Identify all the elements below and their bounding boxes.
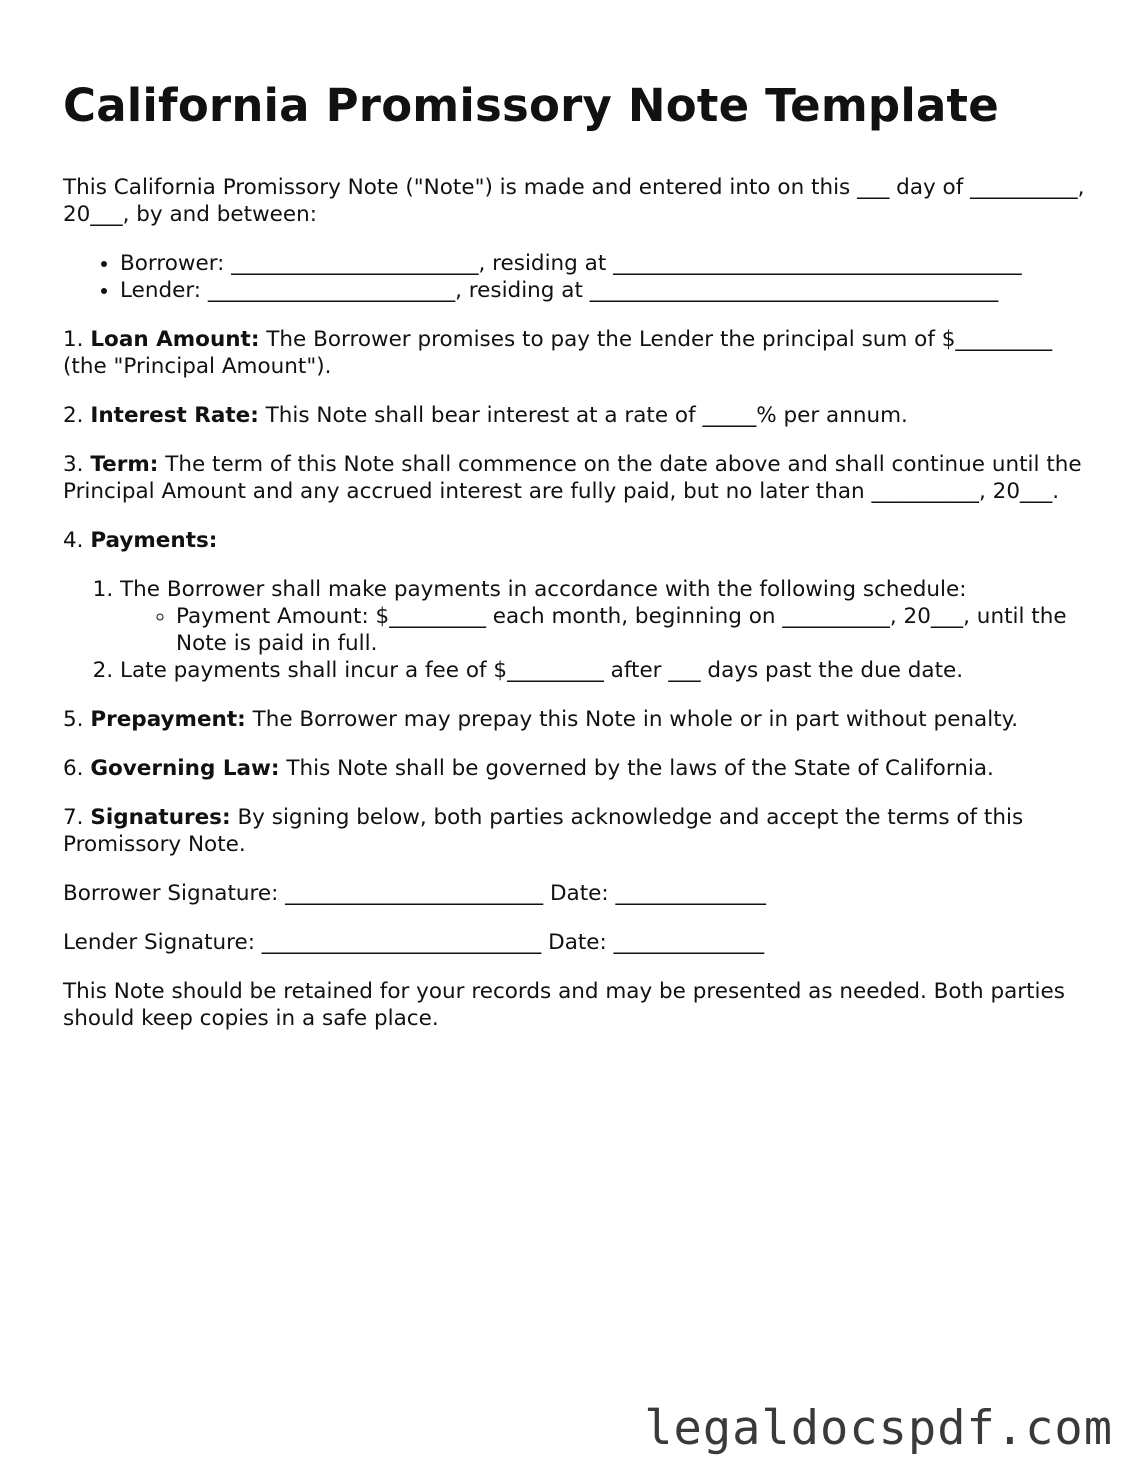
section-text: This Note shall be governed by the laws of the State of California. xyxy=(286,756,994,781)
section-number: 6. xyxy=(63,756,84,781)
section-text: The term of this Note shall commence on the date above and shall continue until the Principal Amount and any accrued interest are fully paid, but no later than __________, 20___. xyxy=(63,452,1082,504)
parties-list xyxy=(63,250,1087,304)
section-heading: Interest Rate: xyxy=(90,403,259,428)
payments-item-text: The Borrower shall make payments in accordance with the following schedule: xyxy=(120,577,967,602)
page-title: California Promissory Note Template xyxy=(63,79,999,132)
payments-item-late-fee: 2. Late payments shall incur a fee of $_________ after ___ days past the due date. xyxy=(120,657,1087,684)
section-heading: Term: xyxy=(90,452,159,477)
watermark: legaldocspdf.com xyxy=(644,1401,1113,1456)
section-term xyxy=(63,451,1087,505)
section-text: This Note shall bear interest at a rate of _____% per annum. xyxy=(265,403,908,428)
closing-paragraph: This Note should be retained for your records and may be presented as needed. Both parties should keep copies in a safe place. xyxy=(63,979,1065,1031)
section-text: By signing below, both parties acknowledge and accept the terms of this Promissory Note. xyxy=(63,805,1024,857)
document-page xyxy=(63,78,1087,1054)
section-number: 3. xyxy=(63,452,84,477)
section-number: 1. xyxy=(63,327,84,352)
section-heading: Prepayment: xyxy=(90,707,246,732)
section-loan-amount xyxy=(63,326,1087,380)
party-lender: • Lender: _______________________, residing at ______________________________________ xyxy=(120,277,1087,304)
section-number: 5. xyxy=(63,707,84,732)
section-governing-law xyxy=(63,755,1087,782)
section-number: 2. xyxy=(63,403,84,428)
intro-paragraph: This California Promissory Note ("Note") is made and entered into on this ___ day of __________, 20___, by and between: xyxy=(63,175,1085,227)
section-heading: Payments: xyxy=(90,528,218,553)
payments-item-schedule xyxy=(120,576,1087,657)
section-heading: Governing Law: xyxy=(90,756,280,781)
borrower-signature-line: Borrower Signature: ________________________ Date: ______________ xyxy=(63,881,766,906)
section-number: 4. xyxy=(63,528,84,553)
section-text: The Borrower promises to pay the Lender the principal sum of $_________ (the "Principal Amount"). xyxy=(63,327,1053,379)
section-prepayment xyxy=(63,706,1087,733)
section-interest-rate xyxy=(63,402,1087,429)
section-number: 7. xyxy=(63,805,84,830)
party-borrower: • Borrower: _______________________, residing at ______________________________________ xyxy=(120,250,1087,277)
payments-sublist xyxy=(120,603,1087,657)
section-text: The Borrower may prepay this Note in whole or in part without penalty. xyxy=(252,707,1019,732)
payments-list xyxy=(63,576,1087,684)
section-heading: Signatures: xyxy=(90,805,231,830)
section-signatures xyxy=(63,804,1087,858)
payments-subitem-amount: ◦ Payment Amount: $_________ each month, beginning on __________, 20___, until the Note is paid in full. xyxy=(176,603,1087,657)
section-payments xyxy=(63,527,1087,554)
section-heading: Loan Amount: xyxy=(90,327,260,352)
lender-signature-line: Lender Signature: __________________________ Date: ______________ xyxy=(63,930,765,955)
